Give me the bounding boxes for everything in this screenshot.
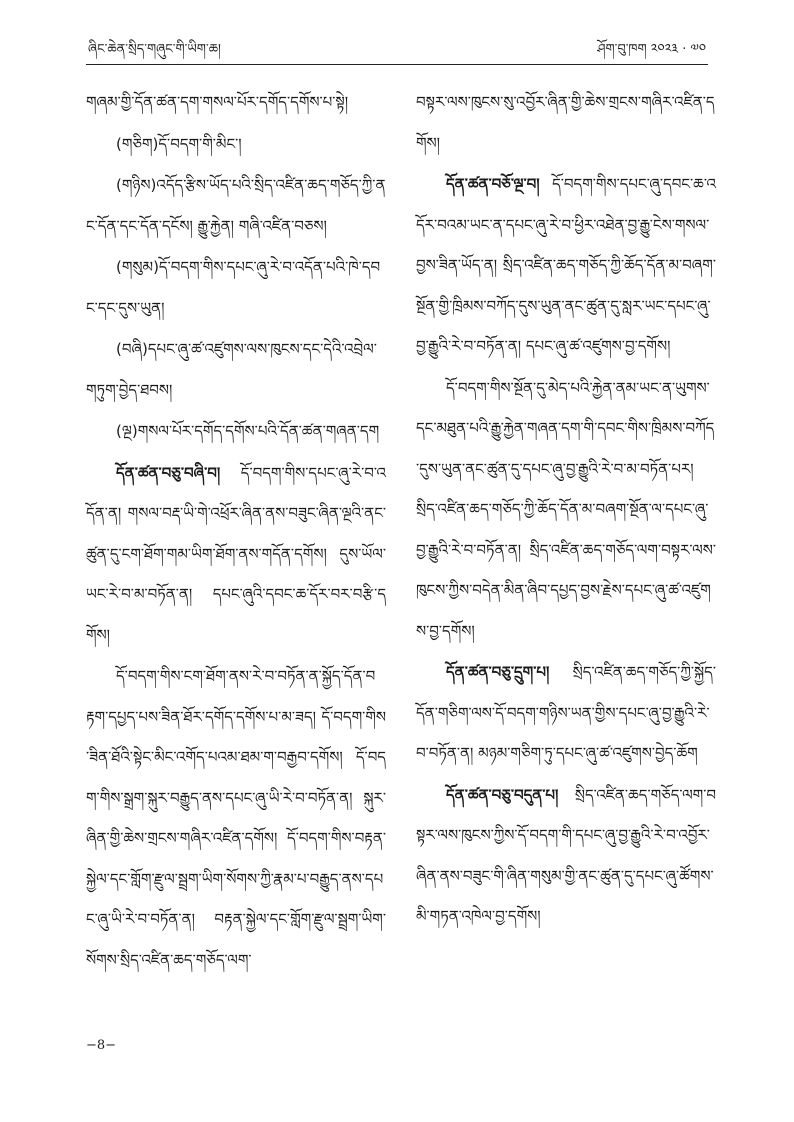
article-lead: དོན་ཚན་བཅུ་དྲུག་པ། xyxy=(446,663,550,681)
paragraph-text: དོ་བདག་གིས་སྔོན་དུ་མེད་པའི་རྐྱེན་ནམ་ཡང་ན་ཡུགས་དང་མཐུན་པའི་རྒྱུ་རྐྱེན་གཞན་དག་གི་དབང་གིས་ཁྲིམས་བཀོད་དུས་ཡུན་ནང་ཚུན་དུ་དཔང་ཞུ་བྱ་རྒྱུའི་རེ་བ་མ་བཏོན་པར། སྲིད་འཛིན་ཆད་གཅོད་ཀྱི་ཆོད་དོན་མ་བཞག་སྔོན་ལ་དཔང་ཞུ་བྱ་རྒྱུའི་རེ་བ་བཏོན་ན། སྲིད་འཛིན་ཆད་གཅོད་ལག་བསྟར་ལས་ཁུངས་ཀྱིས་བདེན་མིན་ཞིབ་དཔྱད་བྱས་རྗེས་དཔང་ཞུ་ཚ་འཛུགས་བྱ་དགོས། xyxy=(416,378,716,640)
header-issue-number: ཤོག་བུ་ཁག ༢༠༢༣ · ༧༠ xyxy=(597,42,706,57)
body-columns xyxy=(86,82,716,1022)
article-lead: དོན་ཚན་བཅོ་ལྔ་བ། xyxy=(446,175,540,193)
paragraph xyxy=(86,656,386,980)
paragraph xyxy=(416,652,716,774)
paragraph xyxy=(86,329,386,410)
paragraph xyxy=(416,164,716,367)
paragraph-text: (ལྔ)གསལ་པོར་དགོད་དགོས་པའི་དོན་ཚན་གཞན་དག xyxy=(116,422,380,440)
paragraph xyxy=(86,411,386,452)
paragraph-text: དོ་བདག་གིས་ངག་ཐོག་ནས་རེ་བ་བཏོན་ན་སྐྱོད་དོན་བརྟག་དཔྱད་པས་ཟིན་ཐོར་དགོད་དགོས་པ་མ་ཟད། དོ་བདག་གིས་ཟིན་ཐོའི་སྟེང་མིང་འགོད་པའམ་ཐམ་ག་བརྒྱབ་དགོས། དོ་བདག་གིས་སྒྲག་སྐུར་བརྒྱུད་ནས་དཔང་ཞུ་ཡི་རེ་བ་བཏོན་ན། སྐུར་ཞིན་གྱི་ཆེས་གྲངས་གཞིར་འཛིན་དགོས། དོ་བདག་གིས་བརྟན་སྐྱེལ་དང་གློག་རྫུལ་སྦྲག་ཡིག་སོགས་ཀྱི་རྣམ་པ་བརྒྱུད་ནས་དཔང་ཞུ་ཡི་རེ་བ་བཏོན་ན། བརྟན་སྐྱེལ་དང་གློག་རྫུལ་སྦྲག་ཡིག་སོགས་སྲིད་འཛིན་ཆད་གཅོད་ལག་ xyxy=(86,667,386,969)
paragraph-text: བསྟར་ལས་ཁུངས་སུ་འབྱོར་ཞིན་གྱི་ཆེས་གྲངས་གཞིར་འཛིན་དགོས། xyxy=(416,93,715,152)
header-publication-title: ཞིང་ཆེན་སྲིད་གཞུང་གི་ཡིག་ཆ། xyxy=(88,42,221,57)
page-number: −8− xyxy=(86,1038,117,1053)
paragraph xyxy=(416,368,716,652)
paragraph xyxy=(416,775,716,937)
paragraph-text: དོ་བདག་གིས་དཔང་ཞུ་དབང་ཆ་འདོར་བའམ་ཡང་ན་དཔང་ཞུ་རེ་བ་ཕྱིར་འཐེན་བྱ་རྒྱུ་ངེས་གསལ་བྱས་ཟིན་ཡོད་ན། སྲིད་འཛིན་ཆད་གཅོད་ཀྱི་ཆོད་དོན་མ་བཞག་སྔོན་གྱི་ཁྲིམས་བཀོད་དུས་ཡུན་ནང་ཚུན་དུ་སླར་ཡང་དཔང་ཞུ་བྱ་རྒྱུའི་རེ་བ་བཏོན་ན། དཔང་ཞུ་ཚ་འཛུགས་བྱ་དགོས། xyxy=(416,175,716,355)
paragraph-text: སྲིད་འཛིན་ཆད་གཅོད་ལག་བསྟར་ལས་ཁུངས་ཀྱིས་དོ་བདག་གི་དཔང་ཞུ་བྱ་རྒྱུའི་རེ་བ་འབྱོར་ཞིན་ནས་བཟུང་གི་ཞིན་གསུམ་གྱི་ནང་ཚུན་དུ་དཔང་ཞུ་ཚོགས་མི་གཏན་འཁེལ་བྱ་དགོས། xyxy=(416,785,716,925)
paragraph-text: དོ་བདག་གིས་དཔང་ཞུ་རེ་བ་འདོན་ན། གསལ་བརྡ་ཡི་གེ་འཕྲོར་ཞིན་ནས་བཟུང་ཞིན་ལྔའི་ནང་ཚུན་དུ་ངག་ཐོག་གམ་ཡིག་ཐོག་ནས་གདོན་དགོས། དུས་ཡོལ་ཡང་རེ་བ་མ་བཏོན་ན། དཔང་ཞུའི་དབང་ཆ་དོར་བར་བརྩི་དགོས། xyxy=(86,463,386,644)
right-column xyxy=(416,82,716,1022)
paragraph-text: (གཅིག)དོ་བདག་གི་མིང་། xyxy=(116,134,242,153)
paragraph xyxy=(86,124,386,165)
paragraph-text: སྲིད་འཛིན་ཆད་གཅོད་ཀྱི་སྐྱོད་དོན་གཅིག་ལས་དོ་བདག་གཉིས་ཡན་གྱིས་དཔང་ཞུ་བྱ་རྒྱུའི་རེ་བ་བཏོན་ན། མཉམ་གཅིག་ཏུ་དཔང་ཞུ་ཚ་འཛུགས་བྱེད་ཆོག xyxy=(416,663,716,762)
paragraph-text: (བཞི)དཔང་ཞུ་ཚ་འཛུགས་ལས་ཁུངས་དང་དེའི་འབྲེལ་གཏུག་བྱེད་ཐབས། xyxy=(86,340,377,399)
paragraph xyxy=(86,82,386,123)
paragraph xyxy=(86,165,386,246)
paragraph-text: (གཉིས)འདོད་རྩིས་ཡོད་པའི་སྲིད་འཛིན་ཆད་གཅོད་ཀྱི་ནང་དོན་དང་དོན་དངོས། རྒྱུ་རྐྱེན། གཞི་འཛིན་བཅས། xyxy=(86,176,386,235)
paragraph xyxy=(416,82,716,163)
page-header xyxy=(0,0,794,64)
left-column xyxy=(86,82,386,1022)
paragraph xyxy=(86,247,386,328)
paragraph xyxy=(86,453,386,656)
paragraph-text: གཞམ་གྱི་དོན་ཚན་དག་གསལ་པོར་དགོད་དགོས་པ་སྟེ། xyxy=(86,93,349,111)
article-lead: དོན་ཚན་བཅུ་བཞི་བ། xyxy=(116,463,221,482)
article-lead: དོན་ཚན་བཅུ་བདུན་པ། xyxy=(446,785,559,804)
header-divider xyxy=(86,64,708,65)
paragraph-text: (གསུམ)དོ་བདག་གིས་དཔང་ཞུ་རེ་བ་འདོན་པའི་ཁེ་དབང་དང་དུས་ཡུན། xyxy=(86,258,381,317)
